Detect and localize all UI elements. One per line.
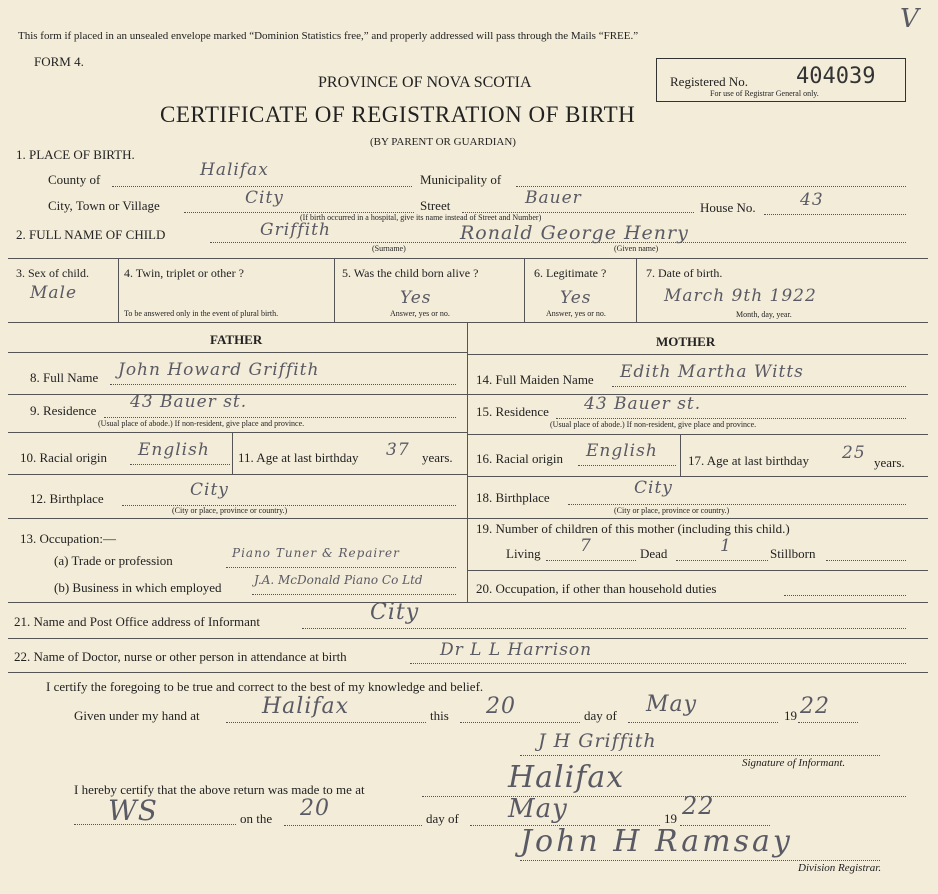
mother-racial: English — [586, 441, 658, 461]
registrar-year: 22 — [682, 792, 715, 820]
registrar-initials: WS — [108, 794, 158, 827]
mother-residence-label: 15. Residence — [476, 404, 549, 419]
house-label: House No. — [700, 200, 756, 215]
twin-note: To be answered only in the event of plural birth. — [124, 309, 279, 318]
mother-residence-note: (Usual place of abode.) If non-resident, give place and province. — [550, 420, 757, 429]
hospital-note: (If birth occurred in a hospital, give its name instead of Street and Number) — [300, 213, 542, 222]
registrar-place: Halifax — [508, 760, 625, 795]
sex-value: Male — [30, 283, 78, 303]
on-the-label: on the — [240, 811, 273, 826]
father-name-label: 8. Full Name — [30, 370, 99, 385]
alive-value: Yes — [400, 288, 432, 308]
child-name-label: 2. FULL NAME OF CHILD — [16, 227, 166, 242]
city-value: City — [245, 188, 284, 208]
mother-age-label: 17. Age at last birthday — [688, 453, 809, 468]
mother-birthplace-note: (City or place, province or country.) — [614, 506, 730, 515]
registrar-note: For use of Registrar General only. — [710, 89, 819, 98]
registrar-day-of-label: day of — [426, 811, 459, 826]
mother-name-label: 14. Full Maiden Name — [476, 372, 594, 387]
registered-label: Registered No. — [670, 74, 748, 89]
province: PROVINCE OF NOVA SCOTIA — [318, 74, 532, 91]
legit-value: Yes — [560, 288, 592, 308]
given-year: 22 — [800, 694, 830, 719]
legit-note: Answer, yes or no. — [546, 309, 606, 318]
doctor-value: Dr L L Harrison — [440, 640, 593, 660]
mail-notice: This form if placed in an unsealed envelope marked “Dominion Statistics free,” and properly addressed will pass through the Mails “FREE.” — [18, 30, 639, 42]
place-section: 1. PLACE OF BIRTH. — [16, 147, 135, 162]
mother-racial-label: 16. Racial origin — [476, 451, 564, 466]
father-racial: English — [138, 440, 210, 460]
alive-note: Answer, yes or no. — [390, 309, 450, 318]
mother-name: Edith Martha Witts — [620, 362, 804, 382]
page-title: CERTIFICATE OF REGISTRATION OF BIRTH — [160, 102, 636, 127]
corner-mark: V — [900, 4, 920, 34]
legit-label: 6. Legitimate ? — [534, 266, 607, 280]
date-label: 7. Date of birth. — [646, 266, 723, 280]
father-racial-label: 10. Racial origin — [20, 450, 108, 465]
mother-age: 25 — [842, 443, 866, 463]
occupation-label: 13. Occupation:— — [20, 531, 117, 546]
registrar-statement: I hereby certify that the above return was made to me at — [74, 782, 365, 797]
father-residence-label: 9. Residence — [30, 403, 97, 418]
father-residence-note: (Usual place of abode.) If non-resident, give place and province. — [98, 419, 305, 428]
child-surname: Griffith — [260, 220, 331, 240]
certify-statement: I certify the foregoing to be true and correct to the best of my knowledge and belief. — [46, 679, 484, 694]
given-place: Halifax — [262, 694, 350, 719]
father-age: 37 — [386, 440, 410, 460]
mother-birthplace-label: 18. Birthplace — [476, 490, 550, 505]
father-birthplace: City — [190, 480, 229, 500]
father-years: years. — [422, 450, 453, 465]
mother-heading: MOTHER — [656, 334, 716, 349]
dead-label: Dead — [640, 546, 668, 561]
child-given: Ronald George Henry — [460, 222, 689, 244]
municipality-label: Municipality of — [420, 172, 502, 187]
given-month: May — [646, 692, 698, 717]
father-residence: 43 Bauer st. — [130, 392, 248, 412]
informant-signature-label: Signature of Informant. — [742, 757, 846, 769]
house-value: 43 — [800, 190, 824, 210]
registrar-day: 20 — [300, 796, 330, 821]
mother-years: years. — [874, 455, 905, 470]
father-heading: FATHER — [210, 332, 263, 347]
mother-residence: 43 Bauer st. — [584, 394, 702, 414]
informant-label: 21. Name and Post Office address of Informant — [14, 614, 260, 629]
surname-label: (Surname) — [372, 244, 406, 253]
business-value: J.A. McDonald Piano Co Ltd — [254, 573, 423, 587]
form-number: FORM 4. — [34, 54, 84, 69]
registrar-signature-label: Division Registrar. — [798, 862, 882, 874]
registrar-signature: John H Ramsay — [520, 824, 793, 859]
living-label: Living — [506, 546, 541, 561]
trade-label: (a) Trade or profession — [54, 553, 173, 568]
subtitle: (BY PARENT OR GUARDIAN) — [370, 136, 516, 148]
alive-label: 5. Was the child born alive ? — [342, 266, 479, 280]
children-label: 19. Number of children of this mother (including this child.) — [476, 521, 790, 536]
street-label: Street — [420, 198, 451, 213]
given-label: Given under my hand at — [74, 708, 200, 723]
city-label: City, Town or Village — [48, 198, 160, 213]
given-year-prefix: 19 — [784, 708, 797, 723]
dead-value: 1 — [720, 536, 732, 556]
doctor-label: 22. Name of Doctor, nurse or other person in attendance at birth — [14, 649, 347, 664]
street-value: Bauer — [525, 188, 582, 208]
county-value: Halifax — [200, 160, 269, 180]
father-age-label: 11. Age at last birthday — [238, 450, 359, 465]
father-name: John Howard Griffith — [118, 360, 320, 380]
stillborn-label: Stillborn — [770, 546, 816, 561]
mother-occupation-label: 20. Occupation, if other than household duties — [476, 581, 717, 596]
county-label: County of — [48, 172, 101, 187]
sex-label: 3. Sex of child. — [16, 266, 89, 280]
living-value: 7 — [580, 536, 592, 556]
informant-signature: J H Griffith — [538, 730, 657, 752]
father-birthplace-label: 12. Birthplace — [30, 491, 104, 506]
business-label: (b) Business in which employed — [54, 580, 222, 595]
given-label: (Given name) — [614, 244, 659, 253]
mother-birthplace: City — [634, 478, 673, 498]
trade-value: Piano Tuner & Repairer — [232, 546, 400, 560]
given-day-of-label: day of — [584, 708, 617, 723]
informant-value: City — [370, 600, 420, 625]
date-value: March 9th 1922 — [664, 286, 817, 306]
father-birthplace-note: (City or place, province or country.) — [172, 506, 288, 515]
date-note: Month, day, year. — [736, 310, 792, 319]
registrar-month: May — [508, 794, 568, 824]
given-day: 20 — [486, 694, 516, 719]
registrar-year-prefix: 19 — [664, 811, 677, 826]
this-label: this — [430, 708, 449, 723]
twin-label: 4. Twin, triplet or other ? — [124, 266, 244, 280]
registered-number: 404039 — [796, 64, 876, 89]
